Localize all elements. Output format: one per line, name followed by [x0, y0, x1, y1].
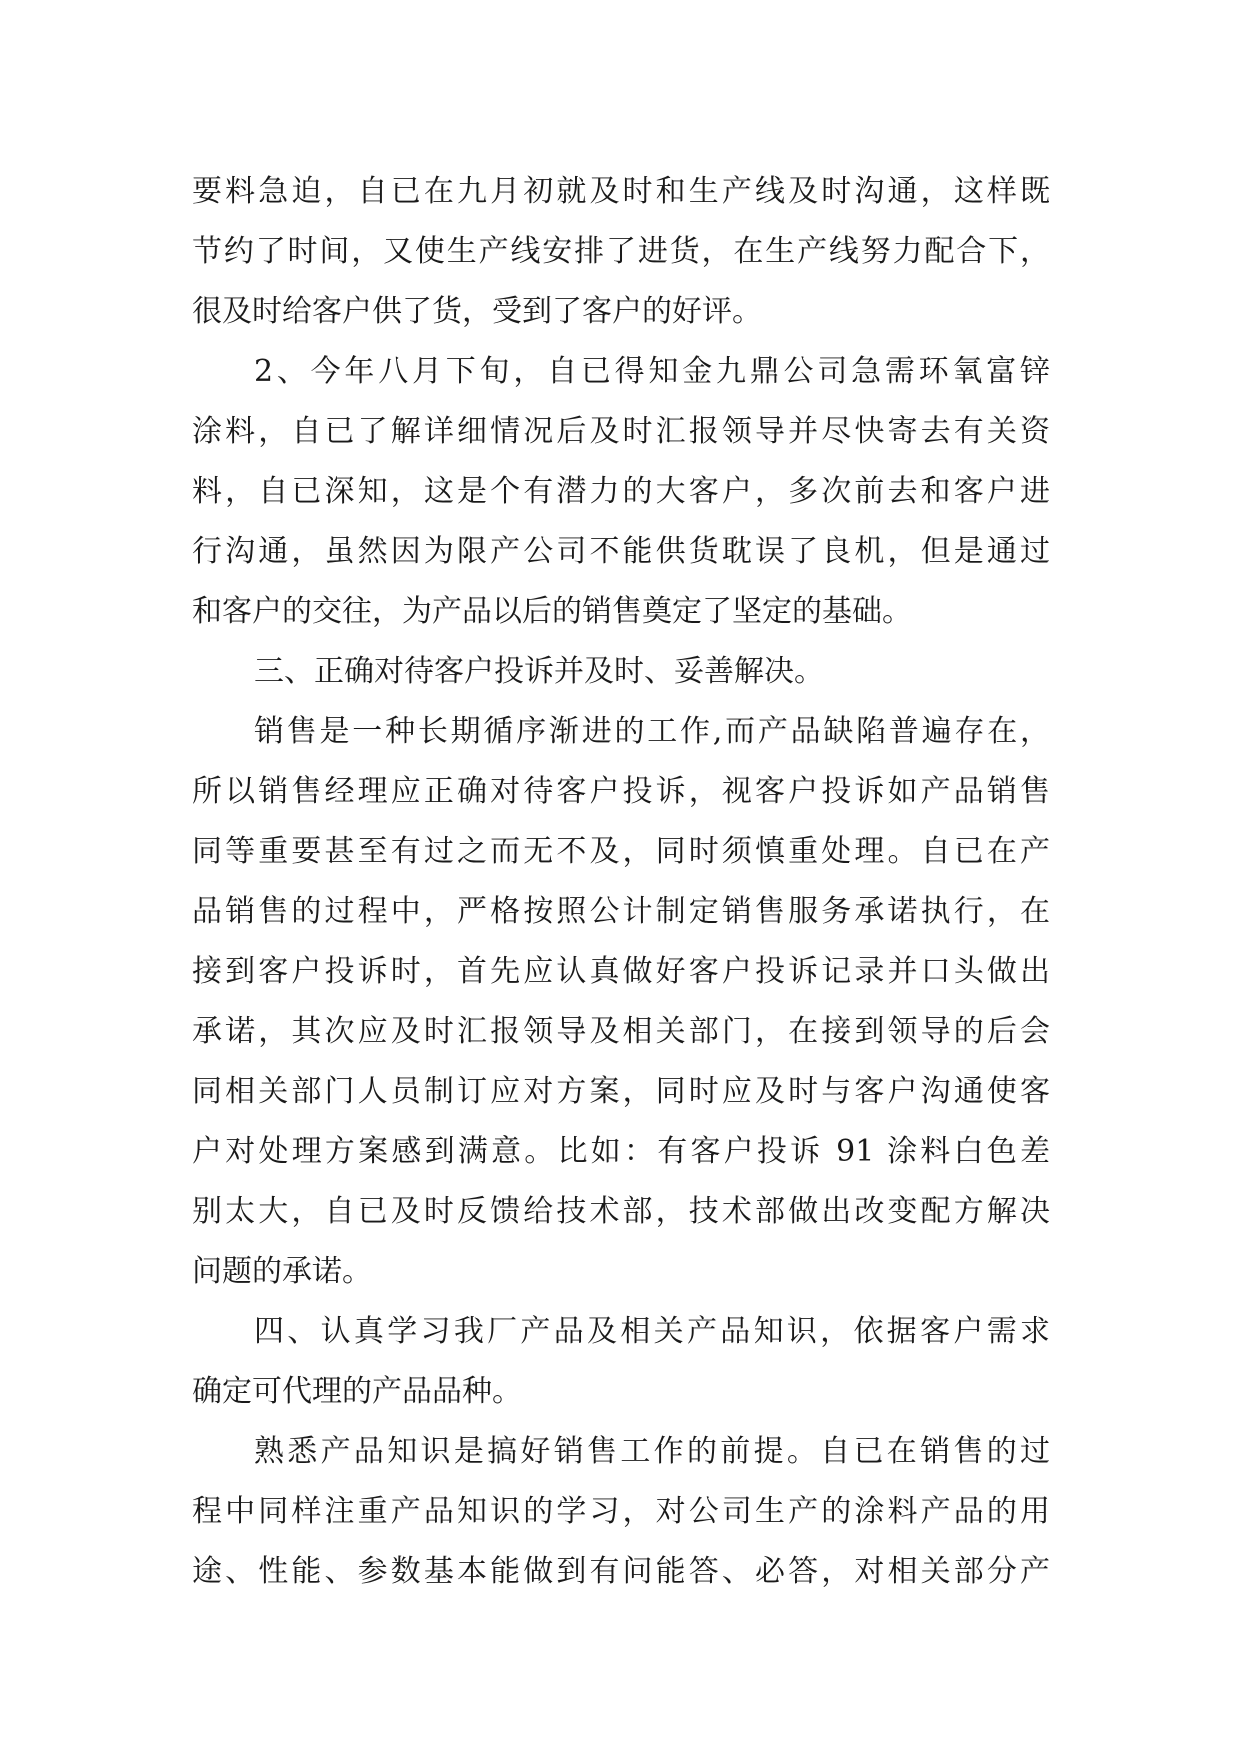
text-line: 品销售的过程中，严格按照公计制定销售服务承诺执行，在: [192, 894, 1050, 929]
text-line: 节约了时间，又使生产线安排了进货，在生产线努力配合下，: [192, 234, 1050, 269]
text-line: 三、正确对待客户投诉并及时、妥善解决。: [254, 654, 824, 689]
paragraph: [192, 162, 1050, 342]
paragraph: [192, 702, 1050, 1302]
document-body: [192, 162, 1050, 1602]
paragraph: [192, 1422, 1050, 1602]
text-line: 别太大，自已及时反馈给技术部，技术部做出改变配方解决: [192, 1194, 1050, 1229]
text-line: 接到客户投诉时，首先应认真做好客户投诉记录并口头做出: [192, 954, 1050, 989]
text-line: 同等重要甚至有过之而无不及，同时须慎重处理。自已在产: [192, 834, 1050, 869]
text-line: 问题的承诺。: [192, 1254, 372, 1289]
text-line: 同相关部门人员制订应对方案，同时应及时与客户沟通使客: [192, 1074, 1050, 1109]
text-line: 很及时给客户供了货，受到了客户的好评。: [192, 294, 762, 329]
text-line: 熟悉产品知识是搞好销售工作的前提。自已在销售的过: [254, 1434, 1050, 1469]
text-line: 要料急迫，自已在九月初就及时和生产线及时沟通，这样既: [192, 174, 1050, 209]
text-line: 涂料，自已了解详细情况后及时汇报领导并尽快寄去有关资: [192, 414, 1050, 449]
text-line: 承诺，其次应及时汇报领导及相关部门，在接到领导的后会: [192, 1014, 1050, 1049]
text-line: 销售是一种长期循序渐进的工作,而产品缺陷普遍存在，: [254, 714, 1050, 749]
text-line: 确定可代理的产品品种。: [192, 1374, 522, 1409]
text-line: 所以销售经理应正确对待客户投诉，视客户投诉如产品销售: [192, 774, 1050, 809]
text-line: 途、性能、参数基本能做到有问能答、必答，对相关部分产: [192, 1554, 1050, 1589]
text-line: 行沟通，虽然因为限产公司不能供货耽误了良机，但是通过: [192, 534, 1050, 569]
text-line: 户对处理方案感到满意。比如：有客户投诉 91 涂料白色差: [192, 1134, 1050, 1169]
text-line: 四、认真学习我厂产品及相关产品知识，依据客户需求: [254, 1314, 1050, 1349]
paragraph: [192, 1302, 1050, 1422]
text-line: 和客户的交往，为产品以后的销售奠定了坚定的基础。: [192, 594, 912, 629]
text-line: 2、今年八月下旬，自已得知金九鼎公司急需环氧富锌: [254, 354, 1050, 389]
text-line: 料，自已深知，这是个有潜力的大客户，多次前去和客户进: [192, 474, 1050, 509]
paragraph: [192, 342, 1050, 642]
paragraph: [192, 642, 1050, 702]
text-line: 程中同样注重产品知识的学习，对公司生产的涂料产品的用: [192, 1494, 1050, 1529]
